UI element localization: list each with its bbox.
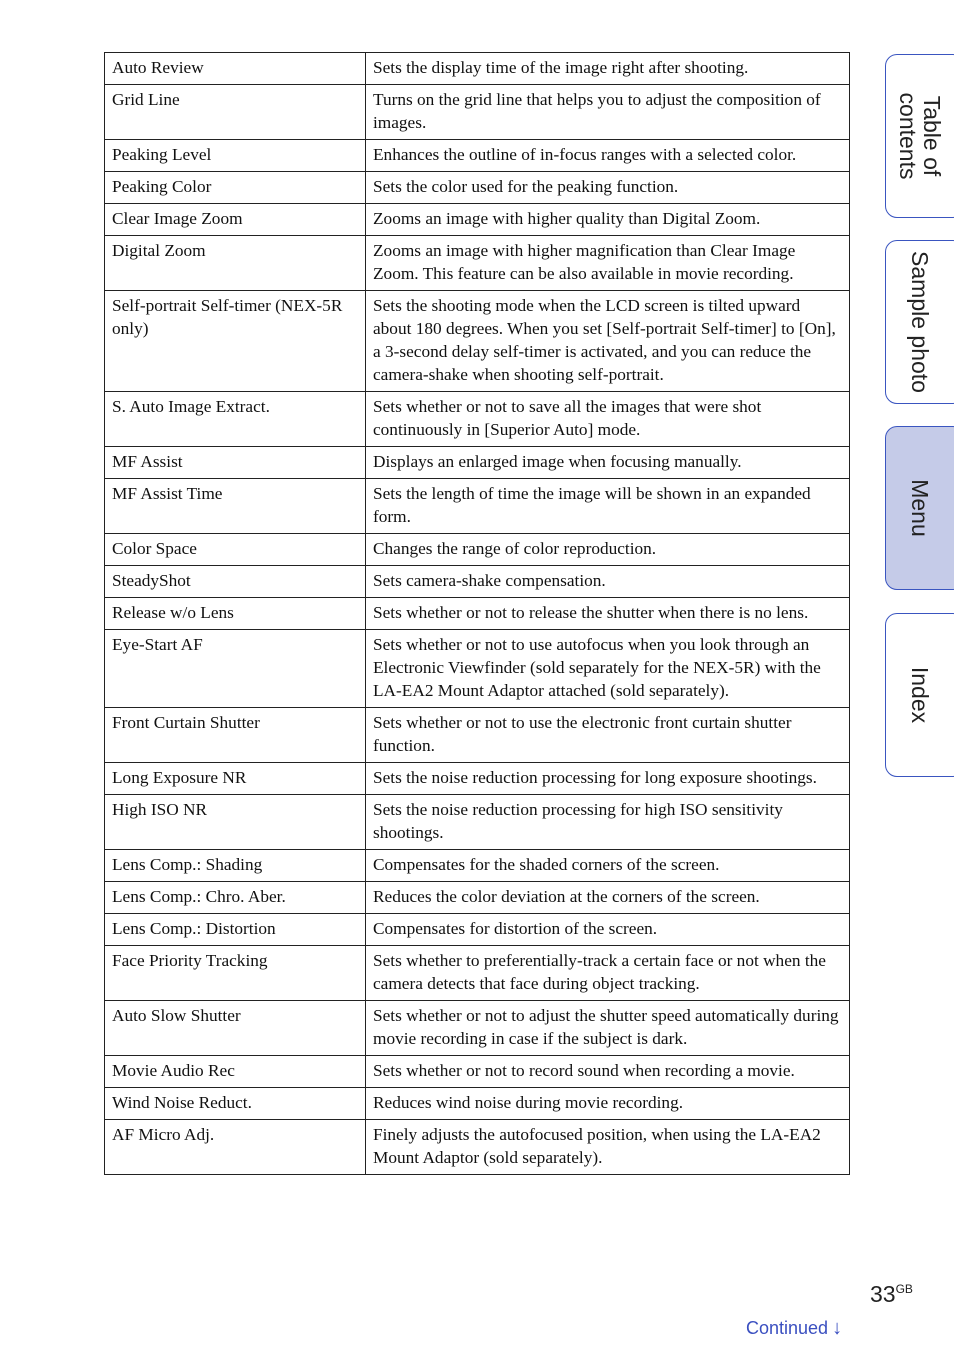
setting-name-cell: MF Assist bbox=[105, 447, 366, 479]
setting-name-cell: High ISO NR bbox=[105, 795, 366, 850]
setting-description-cell: Sets the display time of the image right after shooting. bbox=[366, 53, 850, 85]
table-row bbox=[105, 204, 850, 236]
setting-name-cell: Self-portrait Self-timer (NEX-5R only) bbox=[105, 291, 366, 392]
tab-label-menu: Menu bbox=[907, 479, 933, 537]
setting-name-cell: Front Curtain Shutter bbox=[105, 708, 366, 763]
setting-description-cell: Sets the noise reduction processing for high ISO sensitivity shootings. bbox=[366, 795, 850, 850]
setting-description-cell: Zooms an image with higher quality than Digital Zoom. bbox=[366, 204, 850, 236]
setting-name-cell: Color Space bbox=[105, 534, 366, 566]
setting-description-cell: Sets the shooting mode when the LCD screen is tilted upward about 180 degrees. When you set [Self-portrait Self-timer] to [On], a 3-second delay self-timer is activated, and you can reduce the camera-shake when shooting self-portrait. bbox=[366, 291, 850, 392]
tab-label-index: Index bbox=[907, 666, 933, 724]
table-row bbox=[105, 630, 850, 708]
setting-name-cell: Lens Comp.: Chro. Aber. bbox=[105, 882, 366, 914]
tab-menu[interactable] bbox=[885, 426, 954, 590]
table-row bbox=[105, 1001, 850, 1056]
table-row bbox=[105, 53, 850, 85]
setting-description-cell: Sets whether or not to adjust the shutter speed automatically during movie recording in case if the subject is dark. bbox=[366, 1001, 850, 1056]
table-row bbox=[105, 598, 850, 630]
setting-description-cell: Sets the color used for the peaking function. bbox=[366, 172, 850, 204]
tab-label-toc: Table of contents bbox=[895, 92, 945, 180]
setting-name-cell: Digital Zoom bbox=[105, 236, 366, 291]
setting-description-cell: Displays an enlarged image when focusing manually. bbox=[366, 447, 850, 479]
table-row bbox=[105, 914, 850, 946]
setting-description-cell: Sets camera-shake compensation. bbox=[366, 566, 850, 598]
setting-description-cell: Compensates for distortion of the screen. bbox=[366, 914, 850, 946]
setting-name-cell: Wind Noise Reduct. bbox=[105, 1088, 366, 1120]
table-row bbox=[105, 1088, 850, 1120]
table-row bbox=[105, 236, 850, 291]
setting-name-cell: Face Priority Tracking bbox=[105, 946, 366, 1001]
table-row bbox=[105, 1056, 850, 1088]
page-number-value: 33 bbox=[870, 1281, 896, 1307]
setting-name-cell: Lens Comp.: Distortion bbox=[105, 914, 366, 946]
setting-name-cell: Eye-Start AF bbox=[105, 630, 366, 708]
table-row bbox=[105, 795, 850, 850]
tab-label-sample-photo: Sample photo bbox=[907, 251, 933, 393]
setting-description-cell: Changes the range of color reproduction. bbox=[366, 534, 850, 566]
setting-description-cell: Turns on the grid line that helps you to adjust the composition of images. bbox=[366, 85, 850, 140]
table-row bbox=[105, 447, 850, 479]
setting-description-cell: Reduces wind noise during movie recording. bbox=[366, 1088, 850, 1120]
continued-link[interactable] bbox=[746, 1317, 842, 1340]
setting-description-cell: Sets whether or not to save all the images that were shot continuously in [Superior Auto] mode. bbox=[366, 392, 850, 447]
table-row bbox=[105, 392, 850, 447]
tab-sample-photo[interactable] bbox=[885, 240, 954, 404]
setting-description-cell: Enhances the outline of in-focus ranges with a selected color. bbox=[366, 140, 850, 172]
setting-description-cell: Zooms an image with higher magnification than Clear Image Zoom. This feature can be also available in movie recording. bbox=[366, 236, 850, 291]
setting-description-cell: Sets whether to preferentially-track a certain face or not when the camera detects that face during object tracking. bbox=[366, 946, 850, 1001]
continued-label: Continued bbox=[746, 1318, 829, 1338]
setting-name-cell: Peaking Color bbox=[105, 172, 366, 204]
table-row bbox=[105, 882, 850, 914]
table-row bbox=[105, 566, 850, 598]
setting-description-cell: Sets whether or not to record sound when recording a movie. bbox=[366, 1056, 850, 1088]
setting-description-cell: Sets whether or not to use the electronic front curtain shutter function. bbox=[366, 708, 850, 763]
table-row bbox=[105, 708, 850, 763]
table-row bbox=[105, 140, 850, 172]
setting-name-cell: Auto Slow Shutter bbox=[105, 1001, 366, 1056]
setting-name-cell: SteadyShot bbox=[105, 566, 366, 598]
setting-description-cell: Sets the noise reduction processing for long exposure shootings. bbox=[366, 763, 850, 795]
table-row bbox=[105, 172, 850, 204]
table-row bbox=[105, 479, 850, 534]
table-row bbox=[105, 946, 850, 1001]
table-row bbox=[105, 85, 850, 140]
page-number-suffix: GB bbox=[895, 1282, 913, 1296]
setting-name-cell: Auto Review bbox=[105, 53, 366, 85]
page-number bbox=[870, 1281, 913, 1308]
setting-description-cell: Finely adjusts the autofocused position, when using the LA-EA2 Mount Adaptor (sold separately). bbox=[366, 1120, 850, 1175]
setting-name-cell: S. Auto Image Extract. bbox=[105, 392, 366, 447]
setting-name-cell: Clear Image Zoom bbox=[105, 204, 366, 236]
setting-name-cell: AF Micro Adj. bbox=[105, 1120, 366, 1175]
table-row bbox=[105, 1120, 850, 1175]
menu-settings-table bbox=[104, 52, 850, 1175]
setting-description-cell: Sets whether or not to release the shutter when there is no lens. bbox=[366, 598, 850, 630]
setting-description-cell: Compensates for the shaded corners of the screen. bbox=[366, 850, 850, 882]
setting-description-cell: Sets the length of time the image will be shown in an expanded form. bbox=[366, 479, 850, 534]
table-row bbox=[105, 291, 850, 392]
table-row bbox=[105, 534, 850, 566]
tab-table-of-contents[interactable] bbox=[885, 54, 954, 218]
table-row bbox=[105, 763, 850, 795]
setting-name-cell: Release w/o Lens bbox=[105, 598, 366, 630]
setting-name-cell: Peaking Level bbox=[105, 140, 366, 172]
setting-name-cell: Long Exposure NR bbox=[105, 763, 366, 795]
setting-description-cell: Sets whether or not to use autofocus when you look through an Electronic Viewfinder (sold separately for the NEX-5R) with the LA-EA2 Mount Adaptor attached (sold separately). bbox=[366, 630, 850, 708]
setting-name-cell: Grid Line bbox=[105, 85, 366, 140]
setting-name-cell: Lens Comp.: Shading bbox=[105, 850, 366, 882]
setting-name-cell: Movie Audio Rec bbox=[105, 1056, 366, 1088]
table-row bbox=[105, 850, 850, 882]
table-body bbox=[105, 53, 850, 1175]
tab-index[interactable] bbox=[885, 613, 954, 777]
down-arrow-icon: ↓ bbox=[832, 1317, 843, 1339]
setting-name-cell: MF Assist Time bbox=[105, 479, 366, 534]
setting-description-cell: Reduces the color deviation at the corners of the screen. bbox=[366, 882, 850, 914]
